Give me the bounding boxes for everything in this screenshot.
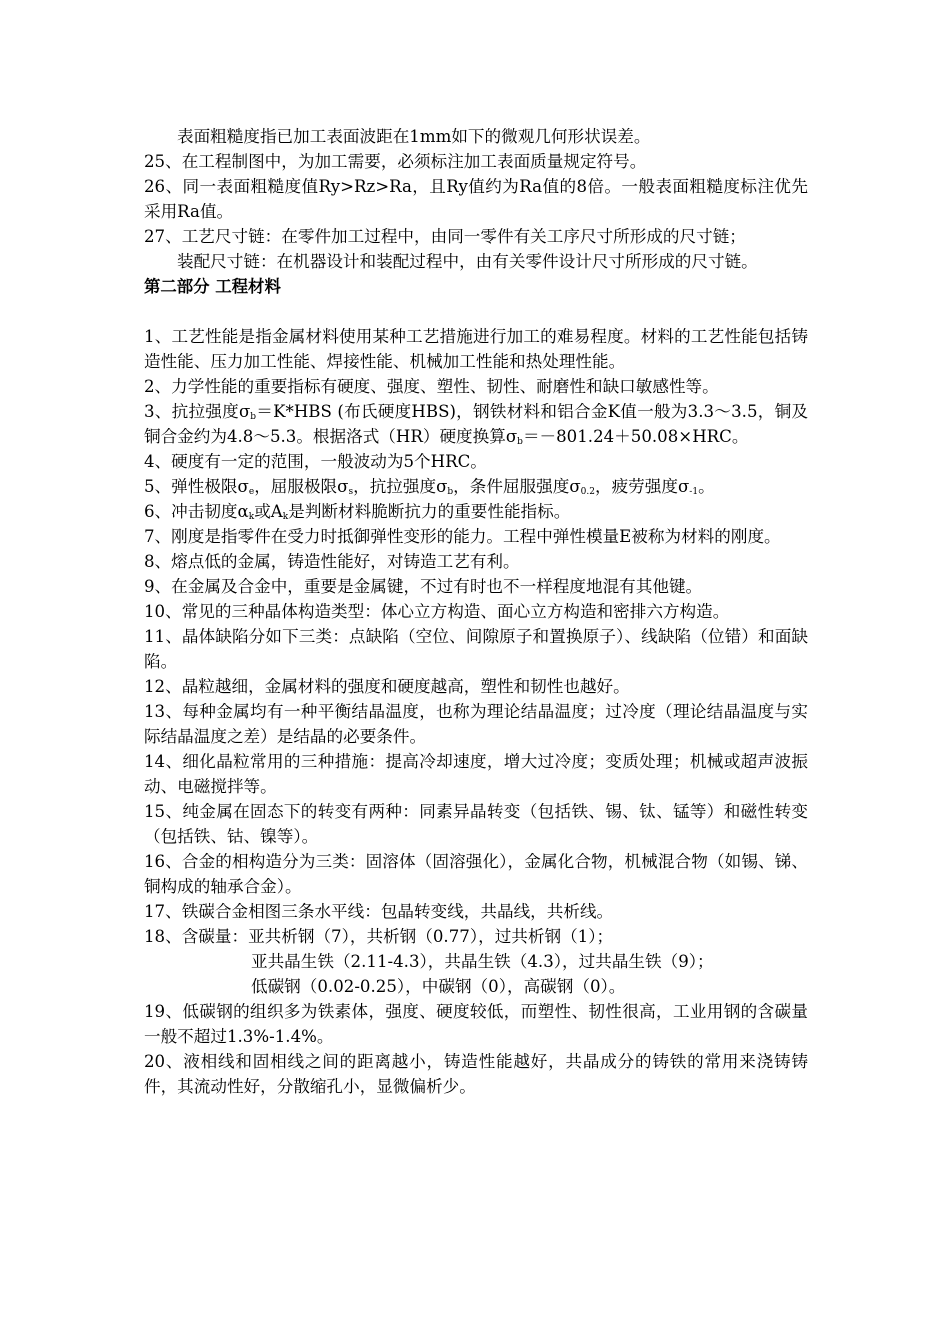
paragraph-item-15: 15、纯金属在固态下的转变有两种：同素异晶转变（包括铁、锡、钛、锰等）和磁性转变（包括铁、钴、镍等）。 [144, 802, 808, 846]
paragraph-item-8: 8、熔点低的金属，铸造性能好，对铸造工艺有利。 [144, 552, 520, 571]
item-5-subscript-5: -1 [689, 487, 699, 497]
paragraph-item-2: 2、力学性能的重要指标有硬度、强度、塑性、韧性、耐磨性和缺口敏感性等。 [144, 377, 719, 396]
item-6-text-a: 6、冲击韧度α [144, 502, 249, 521]
paragraph-item-18-cast-iron: 亚共晶生铁（2.11-4.3），共晶生铁（4.3），过共晶生铁（9）； [251, 952, 714, 971]
paragraph-item-18-steel-grades: 低碳钢（0.02-0.25），中碳钢（0），高碳钢（0）。 [251, 977, 626, 996]
section-heading-part-two: 第二部分 工程材料 [144, 277, 281, 296]
item-5-subscript-4: 0.2 [580, 487, 595, 497]
paragraph-item-18: 18、含碳量：亚共析钢（7），共析钢（0.77），过共析钢（1）； [144, 927, 614, 946]
paragraph-item-6 [144, 499, 808, 524]
paragraph-item-27: 27、工艺尺寸链：在零件加工过程中，由同一零件有关工序尺寸所形成的尺寸链； [144, 227, 746, 246]
paragraph-item-16: 16、合金的相构造分为三类：固溶体（固溶强化），金属化合物，机械混合物（如锡、锑、铜构成的轴承合金）。 [144, 852, 808, 896]
paragraph-surface-roughness-definition: 表面粗糙度指已加工表面波距在1mm如下的微观几何形状误差。 [177, 127, 651, 146]
item-3-text-a: 3、抗拉强度σ [144, 402, 251, 421]
document-body [144, 124, 808, 1099]
paragraph-item-1: 1、工艺性能是指金属材料使用某种工艺措施进行加工的难易程度。材料的工艺性能包括铸造性能、压力加工性能、焊接性能、机械加工性能和热处理性能。 [144, 327, 808, 371]
paragraph-item-7: 7、刚度是指零件在受力时抵御弹性变形的能力。工程中弹性模量E被称为材料的刚度。 [144, 527, 781, 546]
paragraph-item-11: 11、晶体缺陷分如下三类：点缺陷（空位、间隙原子和置换原子）、线缺陷（位错）和面缺陷。 [144, 627, 808, 671]
item-6-text-b: 或A [254, 502, 283, 521]
paragraph-item-26: 26、同一表面粗糙度值Ry>Rz>Ra，且Ry值约为Ra值的8倍。一般表面粗糙度标注优先采用Ra值。 [144, 177, 808, 221]
item-5-text-e: ，疲劳强度σ [594, 477, 690, 496]
item-5-subscript-2: s [348, 487, 354, 497]
paragraph-item-25: 25、在工程制图中，为加工需要，必须标注加工表面质量规定符号。 [144, 152, 647, 171]
paragraph-item-20: 20、液相线和固相线之间的距离越小，铸造性能越好，共晶成分的铸铁的常用来浇铸铸件，其流动性好，分散缩孔小，显微偏析少。 [144, 1052, 808, 1096]
item-5-text-c: ，抗拉强度σ [353, 477, 448, 496]
item-5-text-a: 5、弹性极限σ [144, 477, 249, 496]
item-3-text-c: ＝－801.24＋50.08×HRC。 [522, 427, 749, 446]
paragraph-item-9: 9、在金属及合金中，重要是金属键，不过有时也不一样程度地混有其他键。 [144, 577, 703, 596]
item-3-text-b: ＝K*HBS (布氏硬度HBS)，钢铁材料和铝合金K值一般为3.3～3.5，铜及铜合金约为4.8～5.3。根据洛式（HR）硬度换算σ [144, 402, 808, 446]
paragraph-item-5 [144, 474, 808, 499]
item-5-text-f: 。 [698, 477, 715, 496]
item-6-subscript-2: k [282, 512, 289, 522]
item-5-text-d: ，条件屈服强度σ [453, 477, 581, 496]
item-5-subscript-3: b [447, 487, 454, 497]
paragraph-item-14: 14、细化晶粒常用的三种措施：提高冷却速度，增大过冷度；变质处理；机械或超声波振动、电磁搅拌等。 [144, 752, 808, 796]
item-5-text-b: ，屈服极限σ [254, 477, 349, 496]
paragraph-item-12: 12、晶粒越细，金属材料的强度和硬度越高，塑性和韧性也越好。 [144, 677, 630, 696]
paragraph-item-10: 10、常见的三种晶体构造类型：体心立方构造、面心立方构造和密排六方构造。 [144, 602, 730, 621]
paragraph-assembly-dimension-chain: 装配尺寸链：在机器设计和装配过程中，由有关零件设计尺寸所形成的尺寸链。 [177, 252, 758, 271]
paragraph-item-17: 17、铁碳合金相图三条水平线：包晶转变线，共晶线，共析线。 [144, 902, 614, 921]
section-spacer [144, 299, 808, 324]
paragraph-item-4: 4、硬度有一定的范围，一般波动为5个HRC。 [144, 452, 487, 471]
paragraph-item-3 [144, 399, 808, 449]
paragraph-item-13: 13、每种金属均有一种平衡结晶温度，也称为理论结晶温度；过冷度（理论结晶温度与实际结晶温度之差）是结晶的必要条件。 [144, 702, 808, 746]
item-6-text-c: 是判断材料脆断抗力的重要性能指标。 [288, 502, 571, 521]
item-3-subscript-1: b [250, 412, 257, 422]
item-3-subscript-2: b [517, 437, 523, 447]
item-6-subscript-1: k [248, 512, 255, 522]
paragraph-item-19: 19、低碳钢的组织多为铁素体，强度、硬度较低，而塑性、韧性很高，工业用钢的含碳量一般不超过1.3%-1.4%。 [144, 1002, 808, 1046]
item-5-subscript-1: e [248, 487, 255, 497]
